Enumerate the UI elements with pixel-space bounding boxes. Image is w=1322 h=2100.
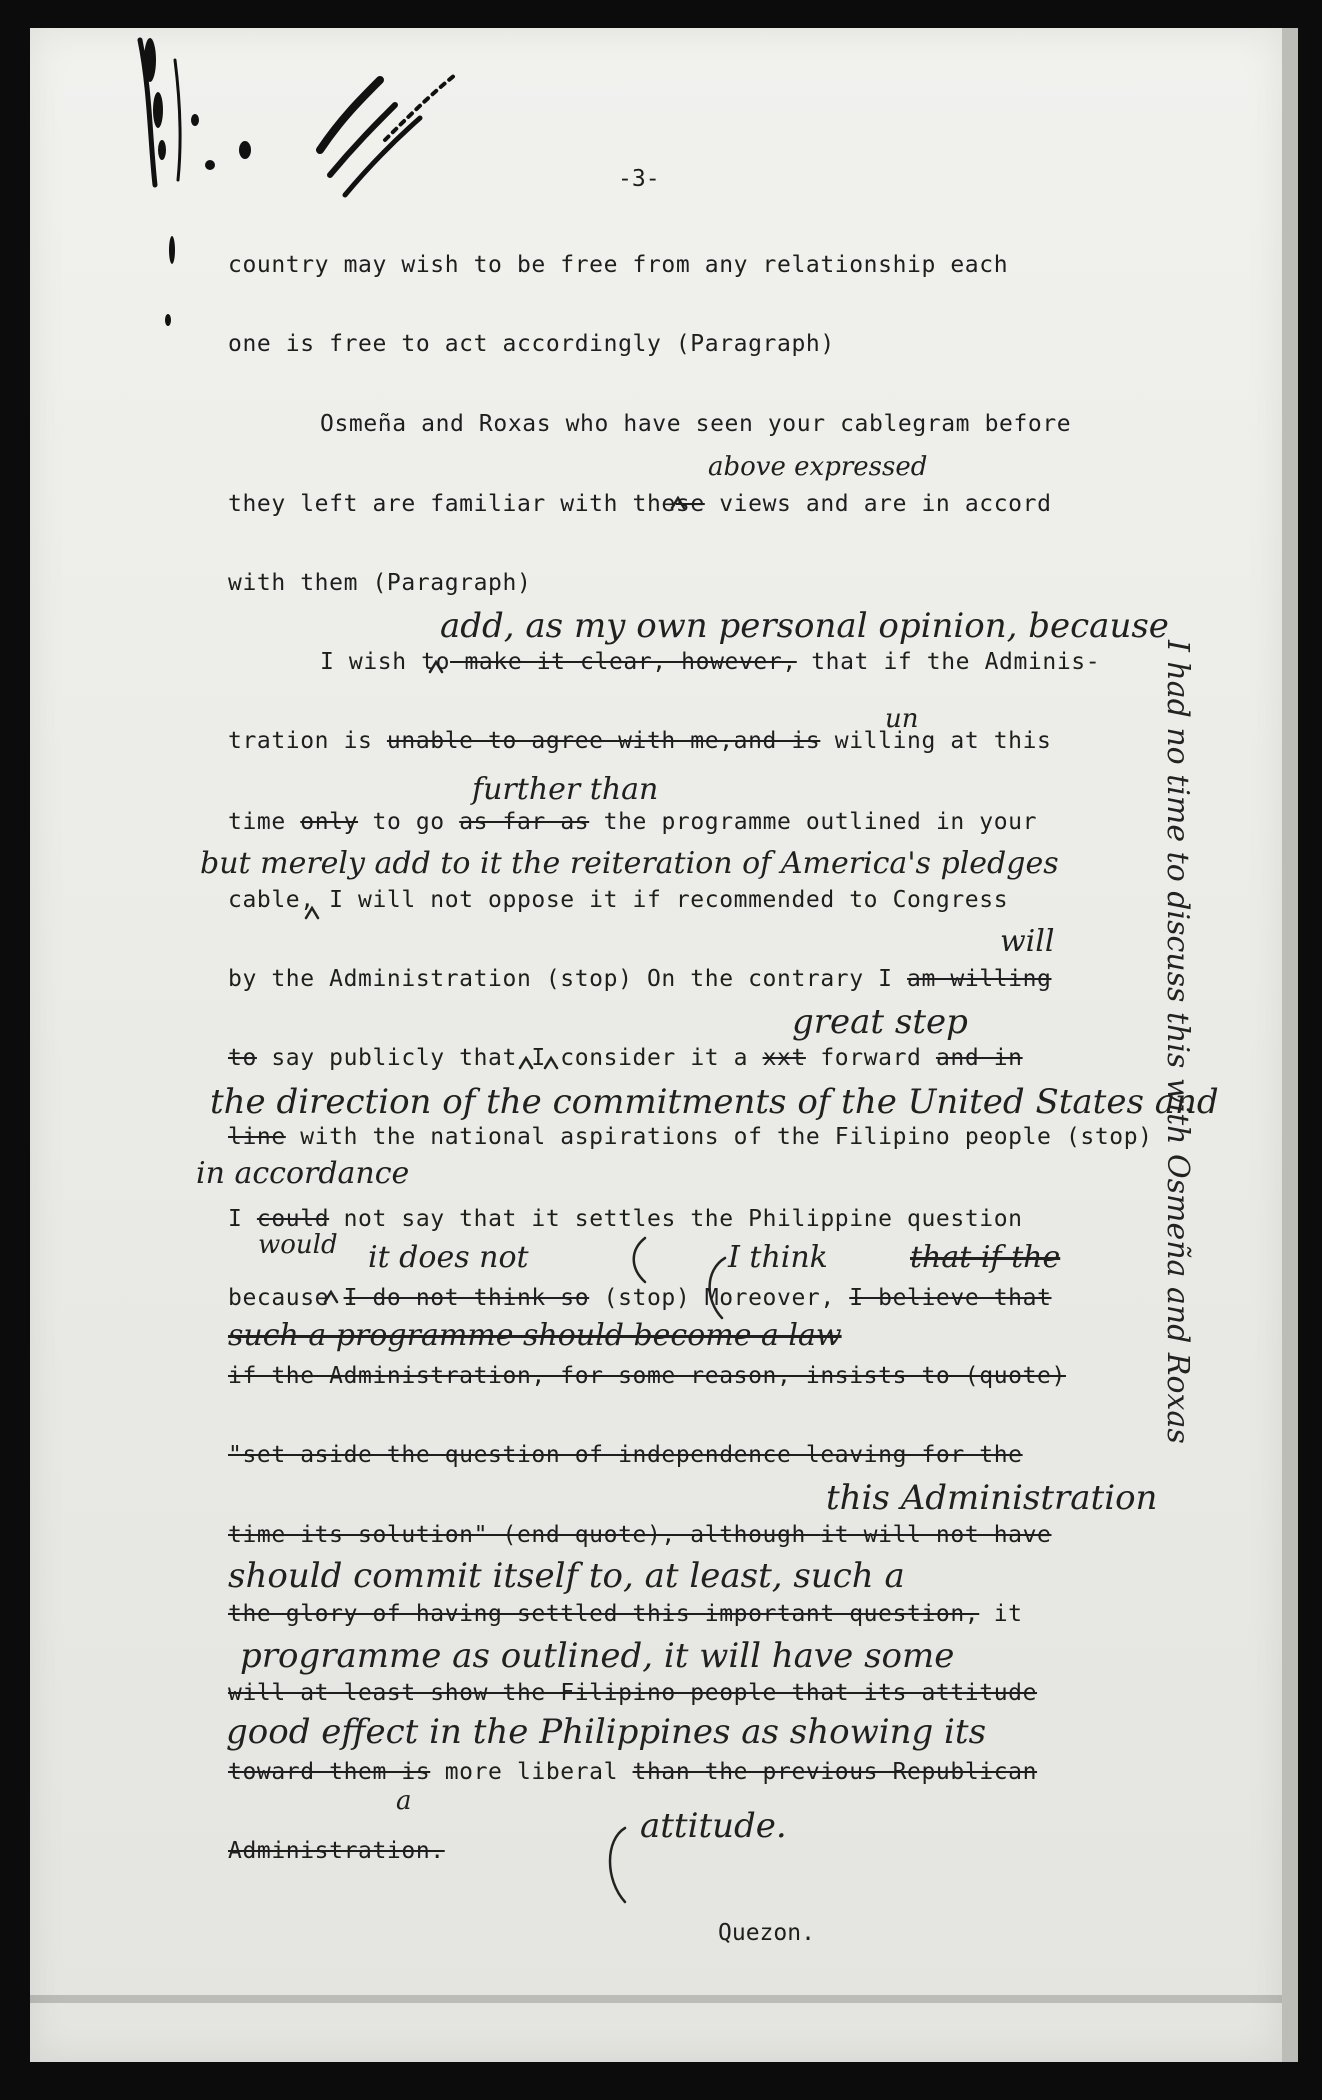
struck-text: time its solution" (end quote), although	[228, 1522, 821, 1548]
handwriting-but-merely: but merely add to it the reiteration of America's pledges	[200, 846, 1059, 881]
struck-text: unable to agree with me,and is	[386, 728, 821, 754]
handwriting-further-than: further than	[472, 772, 659, 807]
text-line-15: if the Administration, for some reason, insists to (quote)	[228, 1363, 1066, 1389]
handwriting-direction: the direction of the commitments of the United States and	[210, 1082, 1219, 1122]
text: say publicly that I consider it a	[256, 1045, 763, 1071]
text: time	[228, 809, 301, 835]
struck-text: make it clear, however,	[450, 649, 797, 675]
handwriting-that-if-the: that if the	[910, 1240, 1061, 1275]
struck-text: to	[228, 1045, 257, 1071]
text-line-7	[228, 728, 1052, 754]
text-line-13	[228, 1206, 1023, 1232]
struck-text: xxt	[762, 1045, 806, 1071]
text: tration is	[228, 728, 387, 754]
text: with the national aspirations of the Filipino people (stop)	[285, 1124, 1153, 1150]
struck-text: se	[675, 491, 705, 517]
text: by the Administration (stop) On the contrary I	[228, 966, 908, 992]
handwriting-great-step: great step	[792, 1002, 968, 1042]
signature: Quezon.	[718, 1920, 815, 1946]
handwriting-this-administration: this Administration	[826, 1478, 1158, 1518]
text: more liberal	[430, 1759, 633, 1785]
handwriting-should-commit: should commit itself to, at least, such a	[228, 1556, 905, 1596]
handwriting-such-programme: such a programme should become a law	[228, 1318, 842, 1353]
handwriting-attitude: attitude.	[640, 1806, 787, 1846]
struck-text: it will not have	[820, 1522, 1052, 1548]
text-line-10	[228, 966, 1052, 992]
struck-text: the glory of having settled this important question,	[228, 1601, 980, 1627]
struck-text: toward them is	[228, 1759, 431, 1785]
page-number: -3-	[618, 166, 660, 192]
text: the programme outlined in your	[589, 809, 1038, 835]
text: willing at this	[820, 728, 1052, 754]
struck-text: and in	[935, 1045, 1023, 1071]
text-line-16: "set aside the question of independence leaving for the	[228, 1442, 1023, 1468]
handwriting-a: a	[396, 1786, 412, 1816]
text: I wish to	[320, 649, 451, 675]
text-line-8	[228, 809, 1037, 835]
struck-text: I believe that	[849, 1285, 1052, 1311]
text: to go	[358, 809, 460, 835]
struck-text: am willing	[907, 966, 1052, 992]
text: views and are in accord	[704, 491, 1052, 517]
text: forward	[805, 1045, 936, 1071]
text-line-18	[228, 1601, 1023, 1627]
text-line-20	[228, 1759, 1037, 1785]
text-line-9: cable, I will not oppose it if recommended to Congress	[228, 887, 1009, 913]
struck-text: as far as	[459, 809, 590, 835]
text-line-6	[320, 649, 1100, 675]
text: because	[228, 1285, 344, 1311]
handwriting-would: would	[258, 1230, 338, 1260]
text-line-4	[228, 491, 1052, 517]
struck-text: line	[228, 1124, 286, 1150]
handwriting-i-think: I think	[728, 1240, 828, 1275]
handwriting-add-personal: add, as my own personal opinion, because	[440, 606, 1169, 646]
handwriting-above-expressed: above expressed	[708, 452, 928, 482]
handwriting-good-effect: good effect in the Philippines as showing its	[226, 1712, 987, 1752]
struck-text: could	[256, 1206, 330, 1232]
text: they left are familiar with the	[228, 491, 676, 517]
text-line-5: with them (Paragraph)	[228, 570, 532, 596]
text: (stop) Moreover,	[589, 1285, 850, 1311]
text-line-12	[228, 1124, 1153, 1150]
text: I	[228, 1206, 257, 1232]
text-line-21: Administration.	[228, 1838, 445, 1864]
struck-text: only	[300, 809, 359, 835]
text-line-3: Osmeña and Roxas who have seen your cablegram before	[320, 411, 1072, 437]
text-line-14	[228, 1285, 1052, 1311]
text-line-19: will at least show the Filipino people that its attitude	[228, 1680, 1038, 1706]
handwriting-in-accordance: in accordance	[196, 1156, 410, 1191]
text-line-2: one is free to act accordingly (Paragraph)	[228, 331, 835, 357]
handwriting-will: will	[1000, 924, 1055, 959]
text-line-1: country may wish to be free from any relationship each	[228, 252, 1009, 278]
text: not say that it settles the Philippine question	[329, 1206, 1023, 1232]
handwriting-it-does-not: it does not	[368, 1240, 529, 1275]
text: that if the Adminis-	[796, 649, 1101, 675]
handwriting-programme-outlined: programme as outlined, it will have some	[240, 1636, 955, 1676]
struck-text: I do not think so	[343, 1285, 590, 1311]
struck-text: than the previous Republican	[632, 1759, 1038, 1785]
text-line-11	[228, 1045, 1023, 1071]
text-line-17	[228, 1522, 1052, 1548]
handwritten-margin-note: I had no time to discuss this with Osmeña and Roxas	[1160, 640, 1195, 1444]
text: it	[979, 1601, 1023, 1627]
handwriting-un: un	[885, 704, 919, 734]
